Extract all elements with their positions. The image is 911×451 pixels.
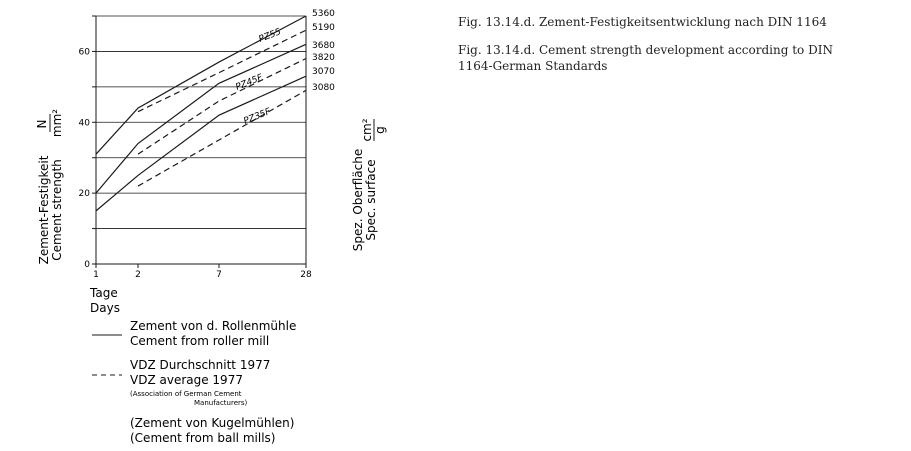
x-tick-label: 1 [93, 270, 99, 280]
legend-dashed-note-1: (Association of German Cement [130, 390, 242, 398]
series-line-dashed-5 [138, 90, 306, 186]
y-axis-title [37, 155, 64, 264]
series-name-label: PZ45F [234, 72, 265, 93]
x-tick-label: 2 [135, 270, 141, 280]
right-surface-label: 3070 [312, 67, 335, 77]
y2-unit-numerator: cm² [360, 118, 374, 142]
y-tick-label: 0 [84, 260, 90, 270]
x-axis-label-en: Days [90, 301, 120, 315]
right-surface-label: 5360 [312, 9, 335, 19]
y2-axis-label-en: Spec. surface [364, 159, 378, 241]
legend-dashed-note-2: Manufacturers) [194, 399, 248, 407]
right-surface-label: 3080 [312, 83, 335, 93]
right-surface-label: 3820 [312, 53, 335, 63]
y2-axis-label-de: Spez. Oberfläche [351, 148, 365, 252]
tick-labels [79, 9, 336, 280]
caption-de: Fig. 13.14.d. Zement-Festigkeitsentwicklung nach DIN 1164 [458, 15, 827, 29]
y-axis-label-en: Cement strength [50, 159, 64, 261]
grid-lines [96, 16, 306, 229]
legend-dashed-de: VDZ Durchschnitt 1977 [130, 358, 271, 372]
legend [92, 319, 296, 445]
y-axis-unit [35, 109, 64, 137]
y-tick-label: 60 [78, 47, 90, 58]
x-axis-label-de: Tage [90, 286, 118, 300]
right-surface-label: 5190 [312, 23, 335, 33]
series-name-label: PZ55 [257, 27, 283, 45]
y-unit-denominator: mm² [50, 108, 64, 138]
y2-axis-unit [360, 118, 387, 141]
caption-en-line1: Fig. 13.14.d. Cement strength development according to DIN [458, 43, 833, 57]
y-axis-label-de: Zement-Festigkeit [37, 155, 51, 265]
legend-ballmills-en: (Cement from ball mills) [130, 431, 276, 445]
right-surface-label: 3680 [312, 41, 335, 51]
series-line-dashed-3 [138, 59, 306, 155]
x-tick-label: 7 [216, 270, 222, 280]
caption-en-line2: 1164-German Standards [458, 59, 608, 73]
legend-ballmills-de: (Zement von Kugelmühlen) [130, 416, 295, 430]
y-unit-numerator: N [35, 119, 49, 129]
series-lines [96, 16, 306, 211]
y2-unit-denominator: g [373, 126, 387, 134]
series-name-label: PZ35F [242, 106, 273, 127]
legend-solid-de: Zement von d. Rollenmühle [130, 319, 297, 333]
legend-solid-en: Cement from roller mill [130, 334, 270, 348]
y-tick-label: 40 [78, 118, 90, 129]
x-tick-label: 28 [300, 270, 312, 280]
y-tick-label: 20 [78, 189, 90, 200]
legend-dashed-en: VDZ average 1977 [130, 373, 243, 387]
axes [92, 16, 306, 268]
y2-axis-title [351, 149, 378, 251]
